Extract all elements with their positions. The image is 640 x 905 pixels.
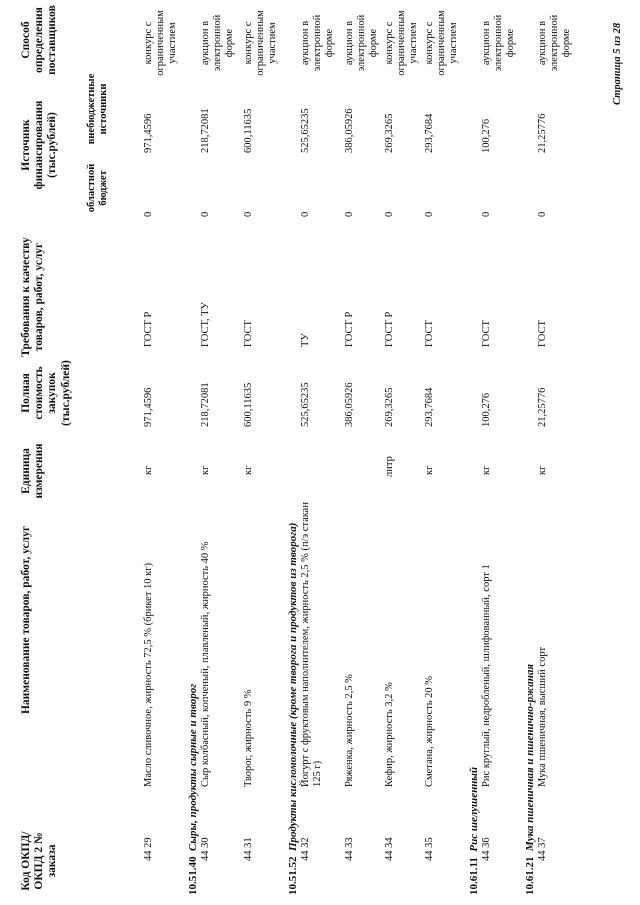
row-cost: 525,65235 [300,382,311,427]
row-regional: 0 [300,211,311,217]
row-name: Рис круглый, недробленый, шлифованный, сорт 1 [481,564,492,787]
header-name: Наименование товаров, работ, услуг [20,525,32,715]
row-method: аукцион в электронной форме [200,14,236,72]
group-title: Сыры, продукты сырные и творог [187,683,199,851]
header-full-cost: Полная стоимость закупок (тыс.рублей) [20,360,72,426]
row-extra: 100,276 [481,118,492,153]
row-name: Ряженка, жирность 2,5 % [344,674,355,787]
row-method: аукцион в электронной форме [300,14,336,72]
row-extra: 269,3265 [384,113,395,153]
row-extra: 386,05926 [344,108,355,153]
row-method: конкурс с ограниченным участием [424,10,460,76]
row-name: Мука пшеничная, высший сорт [537,646,548,787]
row-extra: 293,7684 [424,113,435,153]
group-code: 10.51.40 [187,856,199,895]
row-req: ТУ [300,333,311,347]
header-requirements: Требования к качеству товаров, работ, услуг [20,237,46,357]
row-cost: 971,4596 [143,387,154,427]
row-req: ГОСТ [424,320,435,347]
row-req: ГОСТ Р [344,311,355,347]
row-code: 44 35 [424,837,435,861]
row-method: конкурс с ограниченным участием [384,10,420,76]
group-heading [468,767,480,895]
row-name: Сметана, жирность 20 % [424,675,435,787]
row-regional: 0 [424,211,435,217]
row-regional: 0 [243,211,254,217]
row-cost: 386,05926 [344,382,355,427]
row-extra: 218,72081 [200,108,211,153]
row-extra: 525,65235 [300,108,311,153]
row-unit: кг [143,465,154,475]
row-code: 44 32 [300,837,311,861]
row-name: Сыр колбасный, копченый, плавленый, жирность 40 % [200,541,211,787]
group-code: 10.61.21 [524,856,536,895]
row-unit: кг [481,465,492,475]
row-extra: 971,4596 [143,113,154,153]
row-code: 44 33 [344,837,355,861]
row-cost: 600,11635 [243,382,254,427]
group-title: Продукты кисломолочные (кроме творога и продуктов из творога) [287,522,299,851]
header-method: Способ определения поставщиков [20,5,59,75]
row-cost: 100,276 [481,392,492,427]
group-heading [187,684,199,895]
header-unit: Единица измерения [20,443,46,499]
row-req: ГОСТ [481,320,492,347]
row-extra: 21,25776 [537,113,548,153]
page-number: Страница 5 из 28 [612,22,623,105]
header-funding-extra: внебюджетные источники [86,73,109,145]
row-name: Йогурт с фруктовым наполнителем, жирность 2,5 % (п/э стакан 125 г) [300,502,324,787]
row-req: ГОСТ Р [384,311,395,347]
row-code: 44 37 [537,837,548,861]
row-regional: 0 [481,211,492,217]
row-unit: кг [243,465,254,475]
row-req: ГОСТ [537,320,548,347]
group-code: 10.61.11 [468,857,480,895]
row-name: Кефир, жирность 3,2 % [384,682,395,787]
row-method: конкурс с ограниченным участием [243,10,279,76]
row-code: 44 30 [200,837,211,861]
row-regional: 0 [143,211,154,217]
row-name: Масло сливочное, жирность 72,5 % (брикет 10 кг) [143,562,154,787]
row-cost: 218,72081 [200,382,211,427]
row-method: аукцион в электронной форме [481,14,517,72]
row-code: 44 31 [243,837,254,861]
row-regional: 0 [537,211,548,217]
row-req: ГОСТ, ТУ [200,302,211,347]
row-method: аукцион в электронной форме [344,14,380,72]
header-funding-regional: областной бюджет [86,163,109,213]
row-req: ГОСТ [243,320,254,347]
group-heading [524,664,536,895]
header-funding: Источник финансирования (тыс.рублей) [20,100,59,190]
row-name: Творог, жирность 9 % [243,689,254,787]
row-regional: 0 [384,211,395,217]
group-heading [287,523,299,895]
row-unit: кг [200,465,211,475]
header-code: Код ОКПД/ ОКПД 2 № заказа [20,831,59,891]
row-unit: кг [424,465,435,475]
row-cost: 21,25776 [537,387,548,427]
row-req: ГОСТ Р [143,311,154,347]
row-code: 44 29 [143,837,154,861]
row-regional: 0 [344,211,355,217]
row-method: аукцион в электронной форме [537,14,573,72]
row-code: 44 34 [384,837,395,861]
row-cost: 269,3265 [384,387,395,427]
group-title: Мука пшеничная и пшенично-ржаная [524,663,536,851]
row-method: конкурс с ограниченным участием [143,10,179,76]
group-code: 10.51.52 [287,856,299,895]
row-unit: кг [537,465,548,475]
row-unit: литр [384,456,395,477]
row-regional: 0 [200,211,211,217]
row-cost: 293,7684 [424,387,435,427]
row-code: 44 36 [481,837,492,861]
row-extra: 600,11635 [243,108,254,153]
group-title: Рис шелушенный [468,766,480,852]
